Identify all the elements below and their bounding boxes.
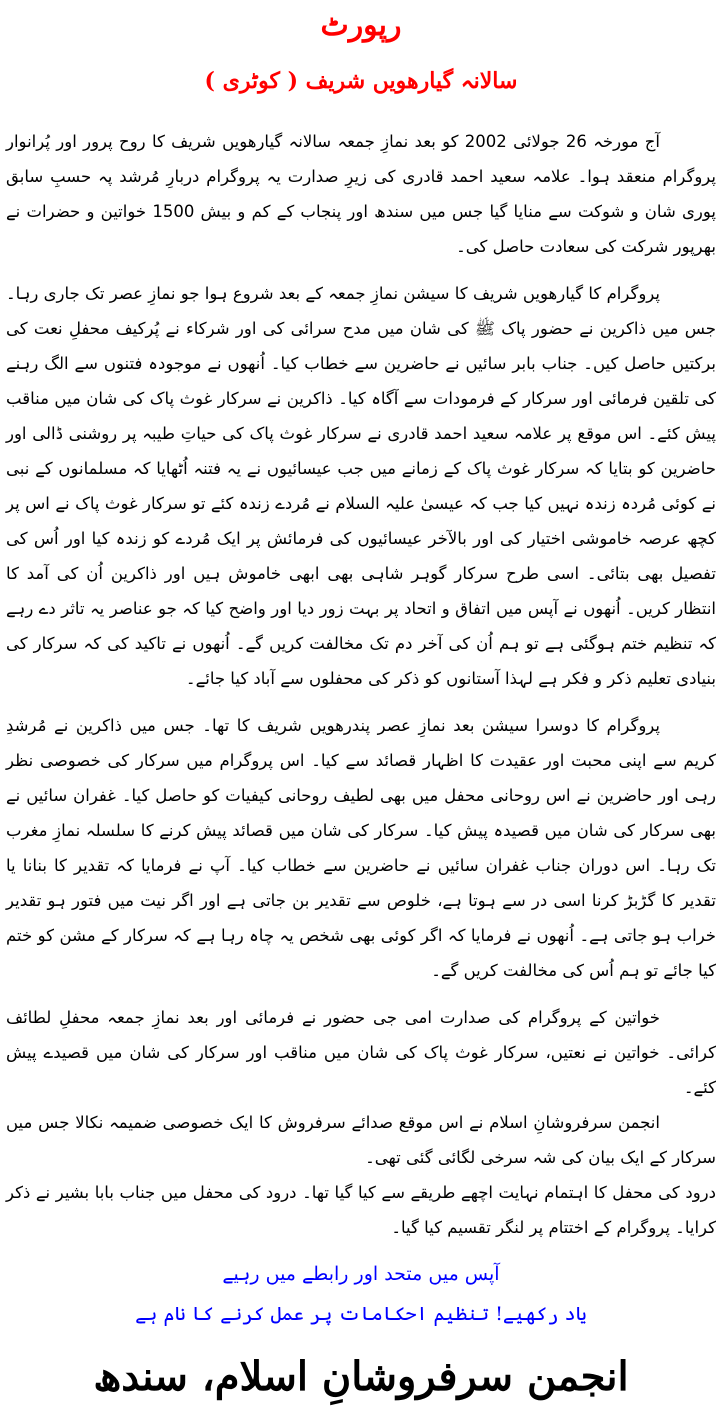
report-page	[0, 4, 720, 1409]
organization-signature: انجمن سرفروشانِ اسلام، سندھ	[93, 1353, 629, 1400]
slogan-unity: آپس میں متحد اور رابطے میں رہیے	[222, 1263, 500, 1285]
paragraph-intro: آج مورخہ 26 جولائی 2002 کو بعد نمازِ جمعہ سالانہ گیارھویں شریف کا روح پرور اور پُرانوار پروگرام منعقد ہوا۔ علامہ سعید احمد قادری کی زیرِ صدارت یہ پروگرام دربارِ مُرشد پہ حسبِ سابق پوری شان و شوکت سے منایا گیا جس میں سندھ اور پنجاب کے کم و بیش 1500 خواتین و حضرات نے بھرپور شرکت کی سعادت حاصل کی۔	[6, 132, 716, 256]
paragraph-durood-mehfil: درود کی محفل کا اہتمام نہایت اچھے طریقے سے کیا گیا تھا۔ درود کی محفل میں جناب بابا بشیر نے ذکر کرایا۔ پروگرام کے اختتام پر لنگر تقسیم کیا گیا۔	[6, 1183, 716, 1237]
paragraph-second-session: پروگرام کا دوسرا سیشن بعد نمازِ عصر پندرھویں شریف کا تھا۔ جس میں ذاکرین نے مُرشدِ کریم سے اپنی محبت اور عقیدت کا اظہار قصائد سے کیا۔ اس پروگرام میں سرکار کی خصوصی نظر رہی اور حاضرین نے اس روحانی محفل میں بھی لطیف روحانی کیفیات کو حاصل کیا۔ غفران سائیں نے بھی سرکار کی شان میں قصیدہ پیش کیا۔ سرکار کی شان میں قصائد پیش کرنے کا سلسلہ نمازِ مغرب تک رہا۔ اس دوران جناب غفران سائیں نے حاضرین سے خطاب کیا۔ آپ نے فرمایا کہ تقدیر کا بنانا یا تقدیر کا گڑبڑ کرنا اسی در سے ہوتا ہے، خلوص سے تقدیر بن جاتی ہے اور اگر نیت میں فتور ہو تقدیر خراب ہو جاتی ہے۔ اُنھوں نے فرمایا کہ اگر کوئی بھی شخص یہ چاہ رہا ہے کہ سرکار کے مشن کو ختم کیا جائے تو ہم اُس کی مخالفت کریں گے۔	[6, 716, 716, 980]
report-title: رپورٹ	[320, 8, 402, 43]
slogan-organization: یاد رکھیے! تنظیم احکامات پر عمل کرنے کا نام ہے	[135, 1303, 587, 1325]
paragraph-first-session: پروگرام کا گیارھویں شریف کا سیشن نمازِ جمعہ کے بعد شروع ہوا جو نمازِ عصر تک جاری رہا۔ جس میں ذاکرین نے حضور پاک ﷺ کی شان میں مدح سرائی کی اور شرکاء نے پُرکیف محفلِ نعت کی برکتیں حاصل کیں۔ جناب بابر سائیں نے حاضرین سے خطاب کیا۔ اُنھوں نے موجودہ فتنوں سے الگ رہنے کی تلقین فرمائی اور سرکار کے فرمودات سے آگاہ کیا۔ ذاکرین نے سرکار غوث پاک کی شان میں مناقب پیش کئے۔ اس موقع پر علامہ سعید احمد قادری نے سرکار غوث پاک کی حیاتِ طیبہ پر روشنی ڈالی اور حاضرین کو بتایا کہ سرکار غوث پاک کے زمانے میں جب عیسائیوں نے یہ فتنہ اُٹھایا کہ مسلمانوں کے نبی نے کوئی مُردہ زندہ نہیں کیا جب کہ عیسیٰ علیہ السلام نے مُردے زندہ کئے تو سرکار غوث پاک نے اس پر کچھ عرصہ خاموشی اختیار کی اور بالآخر عیسائیوں کی فرمائش پر ایک مُردے کو زندہ کیا اور اُس کی تفصیل بھی بتائی۔ اسی طرح سرکار گوہر شاہی بھی ابھی خاموش ہیں اور ذاکرین اُن کی آمد کا انتظار کریں۔ اُنھوں نے آپس میں اتفاق و اتحاد پر بہت زور دیا اور واضح کیا کہ جو عناصر یہ تاثر دے رہے کہ تنظیم ختم ہوگئی ہے تو ہم اُن کی آخر دم تک مخالفت کریں گے۔ اُنھوں نے تاکید کی کہ سرکار کی بنیادی تعلیم ذکر و فکر ہے لہذا آستانوں کو ذکر کی محفلوں سے آباد کیا جائے۔	[6, 284, 716, 688]
paragraph-special-supplement: انجمن سرفروشانِ اسلام نے اس موقع صدائے سرفروش کا ایک خصوصی ضمیمہ نکالا جس میں سرکار کے ایک بیان کی شہ سرخی لگائی گئی تھی۔	[6, 1113, 716, 1167]
report-subtitle: سالانہ گیارھویں شریف ( کوٹری )	[204, 68, 518, 94]
paragraph-women-program: خواتین کے پروگرام کی صدارت امی جی حضور نے فرمائی اور بعد نمازِ جمعہ محفلِ لطائف کرائی۔ خواتین نے نعتیں، سرکار غوث پاک کی شان میں مناقب اور سرکار کی شان میں قصیدے پیش کئے۔	[6, 1008, 716, 1097]
slogans-block	[6, 1257, 716, 1331]
report-body	[6, 124, 716, 1245]
